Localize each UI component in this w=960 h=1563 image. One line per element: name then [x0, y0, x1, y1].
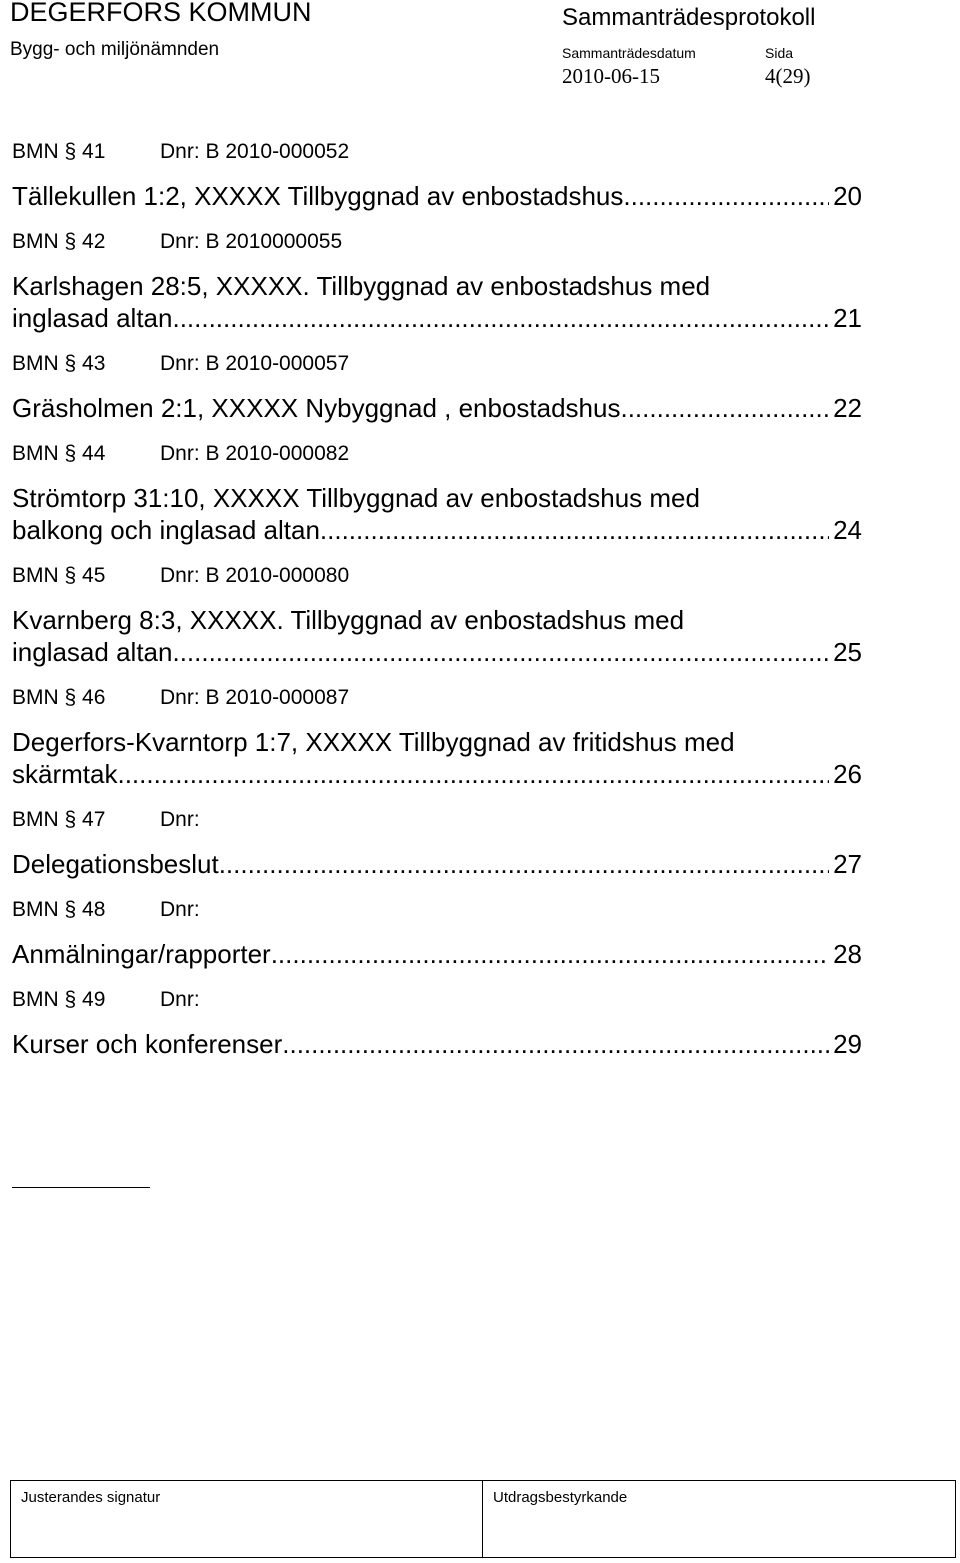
entry-title-text: Anmälningar/rapporter — [12, 939, 271, 969]
paragraph-number: BMN § 45 — [12, 564, 106, 587]
meeting-date-label: Sammanträdesdatum — [562, 45, 696, 61]
entry-title-text: Delegationsbeslut — [12, 849, 219, 879]
entry-title-last-line — [12, 302, 862, 334]
paragraph-number: BMN § 46 — [12, 686, 106, 709]
department-name: Bygg- och miljönämnden — [10, 39, 220, 60]
case-reference — [12, 136, 862, 168]
diary-number: Dnr: B 2010-000080 — [160, 564, 350, 587]
entry-title-last-line — [12, 758, 862, 790]
case-reference — [12, 984, 862, 1016]
dot-leader — [623, 180, 829, 212]
entry-page-number: 28 — [833, 939, 862, 969]
paragraph-number: BMN § 41 — [12, 140, 106, 163]
toc-entry — [12, 438, 862, 546]
entry-title — [12, 848, 862, 880]
certification-label: Utdragsbestyrkande — [493, 1489, 628, 1506]
entry-title — [12, 938, 862, 970]
toc-entry — [12, 984, 862, 1060]
paragraph-number: BMN § 43 — [12, 352, 106, 375]
toc-entry — [12, 136, 862, 212]
entry-title — [12, 726, 862, 790]
paragraph-number: BMN § 49 — [12, 988, 106, 1011]
dot-leader — [172, 302, 829, 334]
toc-entry — [12, 226, 862, 334]
dot-leader — [172, 636, 829, 668]
meeting-date-value: 2010-06-15 — [562, 64, 660, 88]
entry-title-text: balkong och inglasad altan — [12, 515, 320, 545]
dot-leader — [282, 1028, 829, 1060]
entry-title — [12, 1028, 862, 1060]
entry-page-number: 21 — [833, 303, 862, 333]
entry-title-text: Tällekullen 1:2, XXXXX Tillbyggnad av enbostadshus — [12, 181, 624, 211]
diary-number: Dnr: B 2010-000057 — [160, 352, 350, 375]
document-type: Sammanträdesprotokoll — [562, 4, 816, 31]
toc-entry — [12, 804, 862, 880]
entry-page-number: 24 — [833, 515, 862, 545]
table-of-contents — [12, 136, 862, 1074]
entry-page-number: 25 — [833, 637, 862, 667]
toc-entry — [12, 348, 862, 424]
entry-title-line: Strömtorp 31:10, XXXXX Tillbyggnad av enbostadshus med — [12, 483, 700, 513]
entry-page-number: 20 — [833, 181, 862, 211]
case-reference — [12, 804, 862, 836]
entry-page-number: 22 — [833, 393, 862, 423]
entry-title — [12, 482, 862, 546]
signature-cell — [11, 1481, 483, 1557]
paragraph-number: BMN § 48 — [12, 898, 106, 921]
entry-title — [12, 604, 862, 668]
diary-number: Dnr: B 2010-000087 — [160, 686, 350, 709]
entry-title-line: Kvarnberg 8:3, XXXXX. Tillbyggnad av enbostadshus med — [12, 605, 685, 635]
certification-cell — [483, 1481, 955, 1557]
case-reference — [12, 226, 862, 258]
entry-title-last-line — [12, 180, 862, 212]
entry-title-text: skärmtak — [12, 759, 118, 789]
dot-leader — [117, 758, 829, 790]
paragraph-number: BMN § 44 — [12, 442, 106, 465]
paragraph-number: BMN § 47 — [12, 808, 106, 831]
toc-entry — [12, 560, 862, 668]
diary-number: Dnr: B 2010-000082 — [160, 442, 350, 465]
dot-leader — [271, 938, 829, 970]
entry-title-last-line — [12, 938, 862, 970]
municipality-name: DEGERFORS KOMMUN — [10, 0, 312, 27]
entry-title-last-line — [12, 1028, 862, 1060]
entry-title-text: Gräsholmen 2:1, XXXXX Nybyggnad , enbostadshus — [12, 393, 621, 423]
entry-title-text: inglasad altan — [12, 303, 173, 333]
case-reference — [12, 682, 862, 714]
diary-number: Dnr: — [160, 898, 200, 921]
page-header — [0, 0, 960, 100]
entry-title — [12, 392, 862, 424]
entry-title-text: Kurser och konferenser — [12, 1029, 283, 1059]
entry-title-text: inglasad altan — [12, 637, 173, 667]
case-reference — [12, 348, 862, 380]
entry-page-number: 26 — [833, 759, 862, 789]
dot-leader — [219, 848, 829, 880]
page-number-value: 4(29) — [765, 64, 811, 88]
diary-number: Dnr: — [160, 988, 200, 1011]
dot-leader — [320, 514, 829, 546]
entry-title — [12, 270, 862, 334]
signature-label: Justerandes signatur — [21, 1489, 161, 1506]
footnote-separator — [12, 1187, 150, 1188]
entry-page-number: 29 — [833, 1029, 862, 1059]
entry-page-number: 27 — [833, 849, 862, 879]
entry-title-last-line — [12, 392, 862, 424]
entry-title-line: Degerfors-Kvarntorp 1:7, XXXXX Tillbyggnad av fritidshus med — [12, 727, 735, 757]
entry-title-last-line — [12, 848, 862, 880]
diary-number: Dnr: B 2010-000052 — [160, 140, 350, 163]
case-reference — [12, 438, 862, 470]
entry-title — [12, 180, 862, 212]
dot-leader — [620, 392, 829, 424]
paragraph-number: BMN § 42 — [12, 230, 106, 253]
entry-title-line: Karlshagen 28:5, XXXXX. Tillbyggnad av enbostadshus med — [12, 271, 711, 301]
case-reference — [12, 560, 862, 592]
page-label: Sida — [765, 45, 794, 61]
toc-entry — [12, 894, 862, 970]
case-reference — [12, 894, 862, 926]
diary-number: Dnr: — [160, 808, 200, 831]
signature-box — [10, 1480, 956, 1558]
toc-entry — [12, 682, 862, 790]
diary-number: Dnr: B 2010000055 — [160, 230, 343, 253]
entry-title-last-line — [12, 514, 862, 546]
entry-title-last-line — [12, 636, 862, 668]
